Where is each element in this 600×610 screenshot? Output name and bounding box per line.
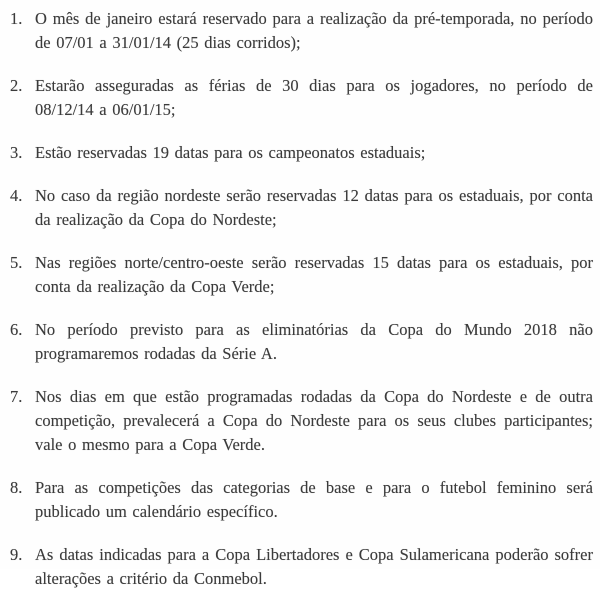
list-item-text: Estarão asseguradas as férias de 30 dias para os jogadores, no período de 08/12/14 a 06/01/15;	[35, 76, 593, 119]
list-item-number: 6.	[10, 320, 23, 339]
list-item-text: Para as competições das categorias de base e para o futebol feminino será publicado um calendário específico.	[35, 478, 593, 521]
list-item-number: 3.	[10, 143, 23, 162]
list-item-number: 7.	[10, 387, 23, 406]
list-item	[8, 543, 595, 591]
list-item-text: Estão reservadas 19 datas para os campeonatos estaduais;	[35, 143, 426, 162]
list-item	[8, 251, 595, 299]
list-item-text: O mês de janeiro estará reservado para a realização da pré-temporada, no período de 07/01 a 31/01/14 (25 dias corridos);	[35, 9, 593, 52]
list-item-text: As datas indicadas para a Copa Libertadores e Copa Sulamericana poderão sofrer alterações a critério da Conmebol.	[35, 545, 593, 588]
list-item-number: 4.	[10, 186, 23, 205]
list-item	[8, 74, 595, 122]
list-item-number: 9.	[10, 545, 23, 564]
list-item	[8, 141, 595, 165]
list-item-text: Nas regiões norte/centro-oeste serão reservadas 15 datas para os estaduais, por conta da realização da Copa Verde;	[35, 253, 593, 296]
list-item-number: 5.	[10, 253, 23, 272]
numbered-list	[8, 7, 595, 610]
list-item-number: 1.	[10, 9, 23, 28]
list-item-number: 8.	[10, 478, 23, 497]
list-item-text: No caso da região nordeste serão reservadas 12 datas para os estaduais, por conta da realização da Copa do Nordeste;	[35, 186, 593, 229]
list-item	[8, 7, 595, 55]
list-item	[8, 385, 595, 457]
list-item-text: Nos dias em que estão programadas rodadas da Copa do Nordeste e de outra competição, prevalecerá a Copa do Nordeste para os seus clubes participantes; vale o mesmo para a Copa Verde.	[35, 387, 593, 454]
list-item	[8, 476, 595, 524]
list-item	[8, 318, 595, 366]
list-item-number: 2.	[10, 76, 23, 95]
list-item-text: No período previsto para as eliminatórias da Copa do Mundo 2018 não programaremos rodadas da Série A.	[35, 320, 593, 363]
list-item	[8, 184, 595, 232]
